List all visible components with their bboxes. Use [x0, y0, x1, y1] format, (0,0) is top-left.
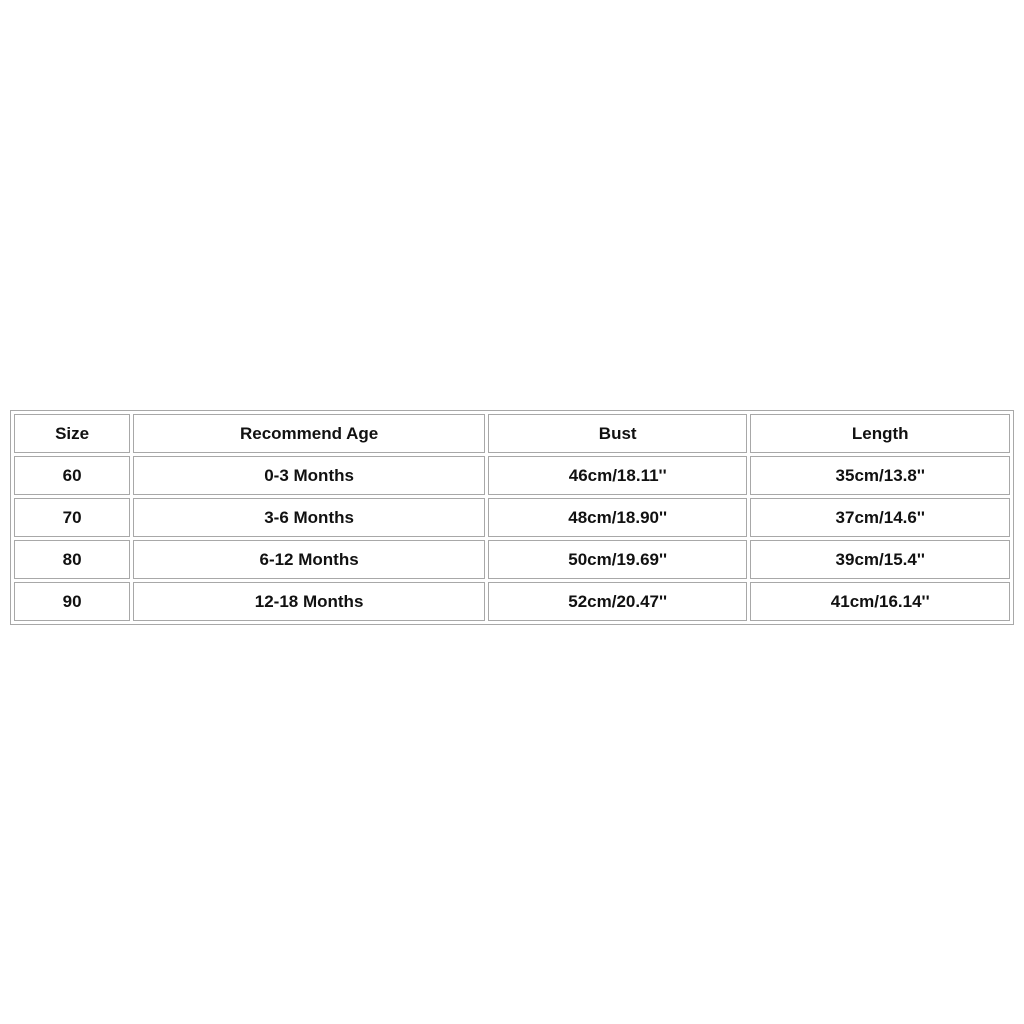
cell-bust: 46cm/18.11'': [488, 456, 748, 495]
cell-length: 37cm/14.6'': [750, 498, 1010, 537]
table-row: [14, 582, 1010, 621]
cell-recommend-age: 3-6 Months: [133, 498, 485, 537]
cell-bust: 48cm/18.90'': [488, 498, 748, 537]
cell-bust: 50cm/19.69'': [488, 540, 748, 579]
table-header-row: [14, 414, 1010, 453]
cell-length: 35cm/13.8'': [750, 456, 1010, 495]
table-row: [14, 456, 1010, 495]
header-bust: Bust: [488, 414, 748, 453]
table-row: [14, 498, 1010, 537]
cell-recommend-age: 12-18 Months: [133, 582, 485, 621]
cell-recommend-age: 0-3 Months: [133, 456, 485, 495]
cell-size: 90: [14, 582, 130, 621]
cell-length: 41cm/16.14'': [750, 582, 1010, 621]
cell-length: 39cm/15.4'': [750, 540, 1010, 579]
header-size: Size: [14, 414, 130, 453]
cell-size: 70: [14, 498, 130, 537]
cell-bust: 52cm/20.47'': [488, 582, 748, 621]
cell-recommend-age: 6-12 Months: [133, 540, 485, 579]
cell-size: 60: [14, 456, 130, 495]
header-recommend-age: Recommend Age: [133, 414, 485, 453]
size-chart-table: [10, 410, 1014, 625]
table-row: [14, 540, 1010, 579]
cell-size: 80: [14, 540, 130, 579]
header-length: Length: [750, 414, 1010, 453]
